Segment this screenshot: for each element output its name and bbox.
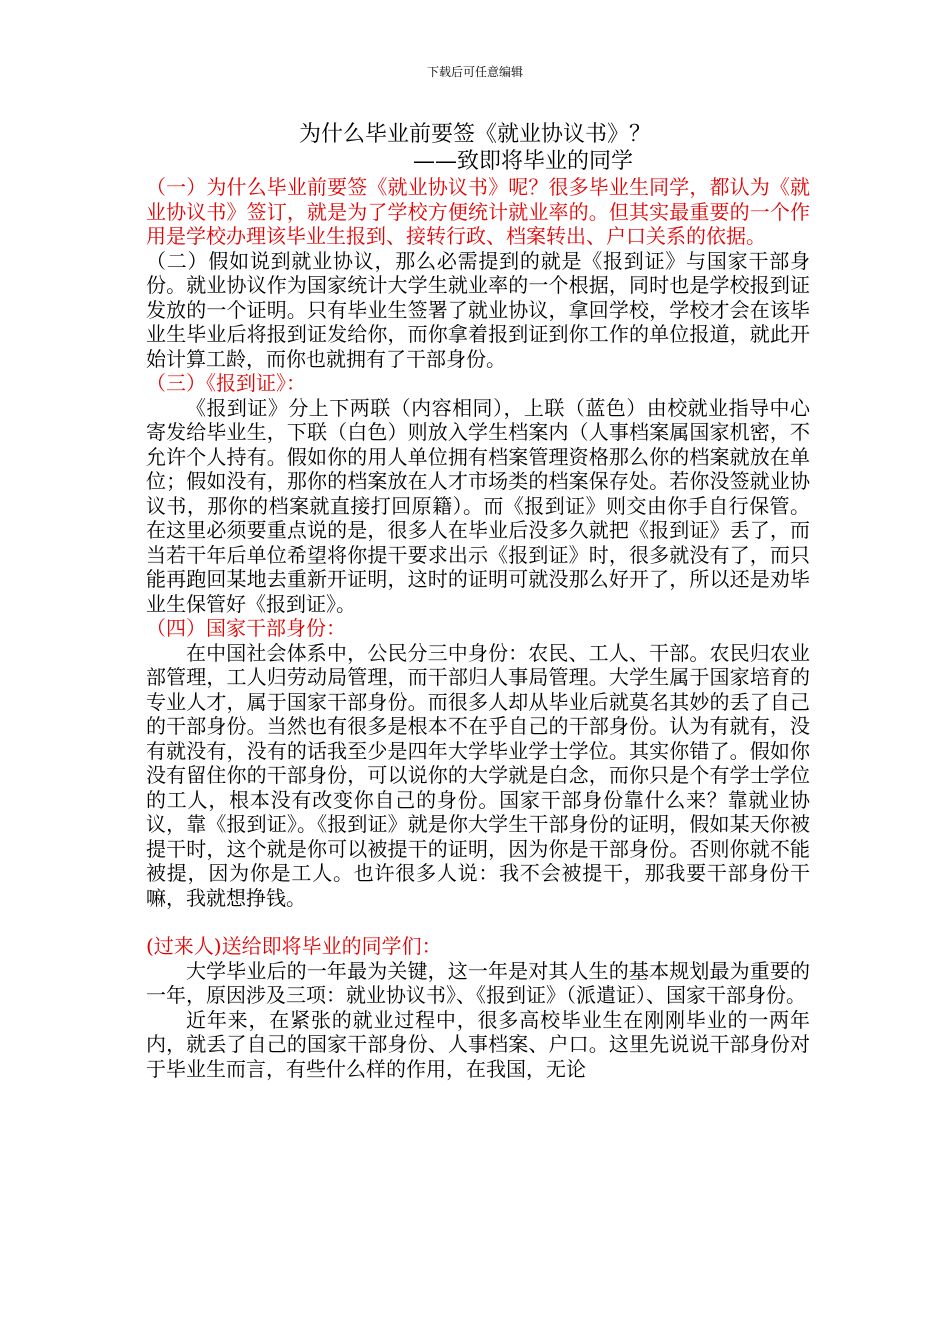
document-title: 为什么毕业前要签《就业协议书》？ xyxy=(298,122,651,147)
section-5-paragraph-2: 近年来，在紧张的就业过程中，很多高校毕业生在刚刚毕业的一两年内，就丢了自己的国家干部身份、人事档案、户口。这里先说说干部身份对于毕业生而言，有些什么样的作用，在我国，无论 xyxy=(146,1007,810,1081)
page-header-note: 下载后可任意编辑 xyxy=(426,65,523,79)
paragraph-spacer xyxy=(146,910,810,934)
section-3-heading: （三）《报到证》： xyxy=(146,371,306,395)
section-5-paragraph-1: 大学毕业后的一年最为关键，这一年是对其人生的基本规划最为重要的一年，原因涉及三项：就业协议书》、《报到证》（派遣证）、国家干部身份。 xyxy=(146,958,810,1007)
section-4-paragraph: 在中国社会体系中，公民分三中身份：农民、工人、干部。农民归农业部管理，工人归劳动局管理，而干部归人事局管理。大学生属于国家培育的专业人才，属于国家干部身份。而很多人却从毕业后就莫名其妙的丢了自己的干部身份。当然也有很多是根本不在乎自己的干部身份。认为有就有，没有就没有，没有的话我至少是四年大学毕业学士学位。其实你错了。假如你没有留住你的干部身份，可以说你的大学就是白念，而你只是个有学士学位的工人，根本没有改变你自己的身份。国家干部身份靠什么来？靠就业协议，靠《报到证》。《报到证》就是你大学生干部身份的证明，假如某天你被提干时，这个就是你可以被提干的证明，因为你是干部身份。否则你就不能被提，因为你是工人。也许很多人说：我不会被提干，那我要干部身份干嘛，我就想挣钱。 xyxy=(146,640,810,910)
section-5-heading: (过来人)送给即将毕业的同学们： xyxy=(146,934,442,958)
section-4-heading: （四）国家干部身份： xyxy=(146,616,346,640)
section-3-paragraph: 《报到证》分上下两联（内容相同），上联（蓝色）由校就业指导中心寄发给毕业生，下联（白色）则放入学生档案内（人事档案属国家机密，不允许个人持有。假如你的用人单位拥有档案管理资格那么你的档案就放在单位；假如没有，那你的档案放在人才市场类的档案保存处。若你没签就业协议书，那你的档案就直接打回原籍）。而《报到证》则交由你手自行保管。在这里必须要重点说的是，很多人在毕业后没多久就把《报到证》丢了，而当若干年后单位希望将你提干要求出示《报到证》时，很多就没有了，而只能再跑回某地去重新开证明，这时的证明可就没那么好开了，所以还是劝毕业生保管好《报到证》。 xyxy=(146,395,810,616)
section-1-paragraph: （一）为什么毕业前要签《就业协议书》呢？很多毕业生同学，都认为《就业协议书》签订，就是为了学校方便统计就业率的。但其实最重要的一个作用是学校办理该毕业生报到、接转行政、档案转出、户口关系的依据。 xyxy=(146,175,810,248)
section-2-paragraph: （二）假如说到就业协议，那么必需提到的就是《报到证》与国家干部身份。就业协议作为国家统计大学生就业率的一个根据，同时也是学校报到证发放的一个证明。只有毕业生签署了就业协议，拿回学校，学校才会在该毕业生毕业后将报到证发给你，而你拿着报到证到你工作的单位报道，就此开始计算工龄，而你也就拥有了干部身份。 xyxy=(146,248,810,371)
document-body xyxy=(146,175,810,1081)
document-subtitle: ——致即将毕业的同学 xyxy=(413,149,634,174)
